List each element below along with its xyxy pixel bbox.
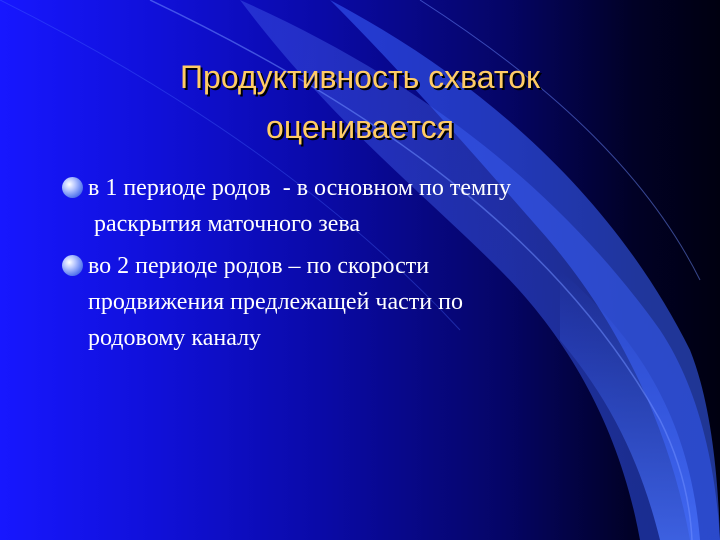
blue-sphere-icon [62,255,83,276]
title-line-2: оценивается [266,109,454,145]
slide-title [40,52,680,152]
title-line-1: Продуктивность схваток [180,59,540,95]
bullet-item-2 [62,248,672,356]
bullet-1-line-2: раскрытия маточного зева [88,211,361,237]
bullet-2-line-2: продвижения предлежащей части по [88,289,463,315]
bullet-item-1 [62,170,672,242]
bullet-2-line-3: родовому каналу [88,325,262,351]
bullet-1-line-1: в 1 периоде родов - в основном по темпу [88,175,512,201]
bullet-2-line-1: во 2 периоде родов – по скорости [88,253,430,279]
blue-sphere-icon [62,177,83,198]
bullet-list [62,170,672,362]
